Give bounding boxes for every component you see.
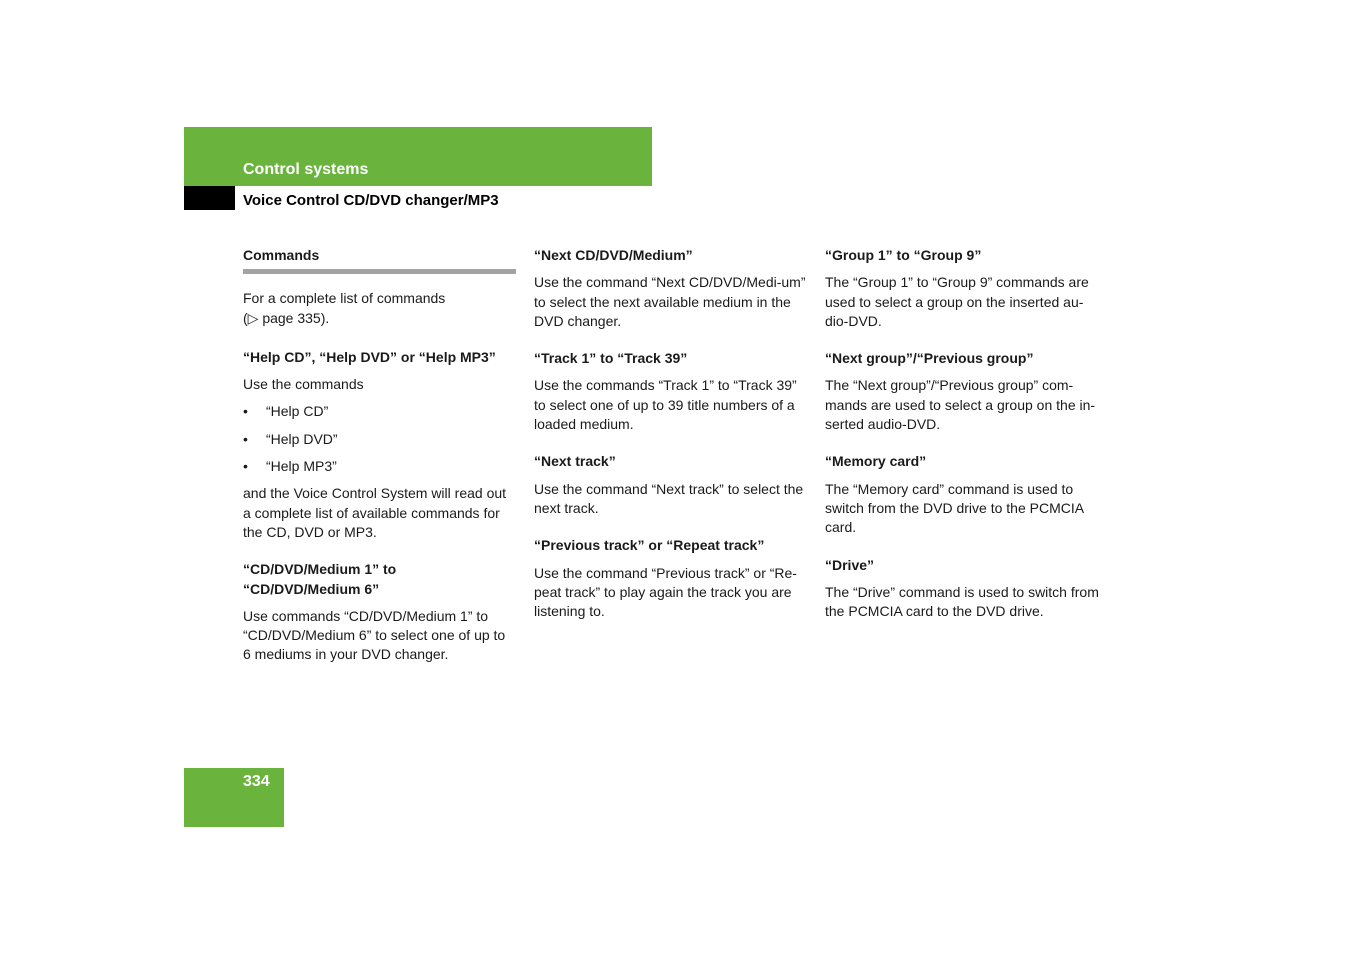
- list-item: • “Help MP3”: [243, 457, 516, 476]
- intro-line-2: (▷ page 335).: [243, 309, 330, 326]
- help-heading: “Help CD”, “Help DVD” or “Help MP3”: [243, 348, 496, 365]
- track-heading: “Track 1” to “Track 39”: [534, 350, 688, 367]
- page-number: 334: [243, 773, 270, 790]
- section-title: Control systems: [243, 161, 369, 178]
- list-item: • “Help DVD”: [243, 430, 516, 449]
- medium-text: Use commands “CD/DVD/Medium 1” to “CD/DVD/Medium 6” to select one of up to 6 mediums in your DVD changer.: [243, 607, 506, 663]
- medium-heading: [243, 560, 516, 599]
- prev-track-text: Use the command “Previous track” or “Re-peat track” to play again the track you are listening to.: [534, 564, 797, 620]
- column-3: [825, 246, 1100, 621]
- prev-track-heading: “Previous track” or “Repeat track”: [534, 537, 765, 554]
- medium-heading-line-2: “CD/DVD/Medium 6”: [243, 580, 380, 597]
- next-track-text: Use the command “Next track” to select the next track.: [534, 480, 804, 516]
- next-medium-text: Use the command “Next CD/DVD/Medi-um” to select the next available medium in the DVD changer.: [534, 274, 806, 329]
- next-group-text: The “Next group”/“Previous group” com-mands are used to select a group on the in-serted audio-DVD.: [825, 377, 1096, 433]
- group-text: The “Group 1” to “Group 9” commands are used to select a group on the inserted au-dio-DVD.: [825, 274, 1089, 329]
- drive-text: The “Drive” command is used to switch from the PCMCIA card to the DVD drive.: [825, 583, 1099, 620]
- group-heading: “Group 1” to “Group 9”: [825, 247, 982, 263]
- column-2: [534, 246, 809, 621]
- commands-heading: Commands: [243, 247, 320, 263]
- help-text: and the Voice Control System will read out a complete list of available commands for the CD, DVD or MP3.: [243, 485, 507, 540]
- medium-heading-line-1: “CD/DVD/Medium 1” to: [243, 561, 397, 578]
- drive-heading: “Drive”: [825, 556, 875, 573]
- next-track-heading: “Next track”: [534, 453, 616, 470]
- track-text: Use the commands “Track 1” to “Track 39” to select one of up to 39 title numbers of a loaded medium.: [534, 377, 797, 433]
- next-group-heading: “Next group”/“Previous group”: [825, 350, 1034, 367]
- list-item: • “Help CD”: [243, 402, 516, 421]
- help-list: [243, 402, 516, 476]
- intro-line-1: For a complete list of commands: [243, 290, 446, 307]
- memory-heading: “Memory card”: [825, 453, 927, 470]
- help-intro: Use the commands: [243, 376, 364, 393]
- next-medium-heading: “Next CD/DVD/Medium”: [534, 247, 693, 263]
- memory-text: The “Memory card” command is used to switch from the DVD drive to the PCMCIA card.: [825, 480, 1084, 536]
- column-1: [243, 246, 516, 665]
- page-title: Voice Control CD/DVD changer/MP3: [243, 192, 499, 209]
- heading-rule: [243, 269, 516, 274]
- section-marker: [184, 186, 235, 210]
- commands-intro: [243, 289, 516, 328]
